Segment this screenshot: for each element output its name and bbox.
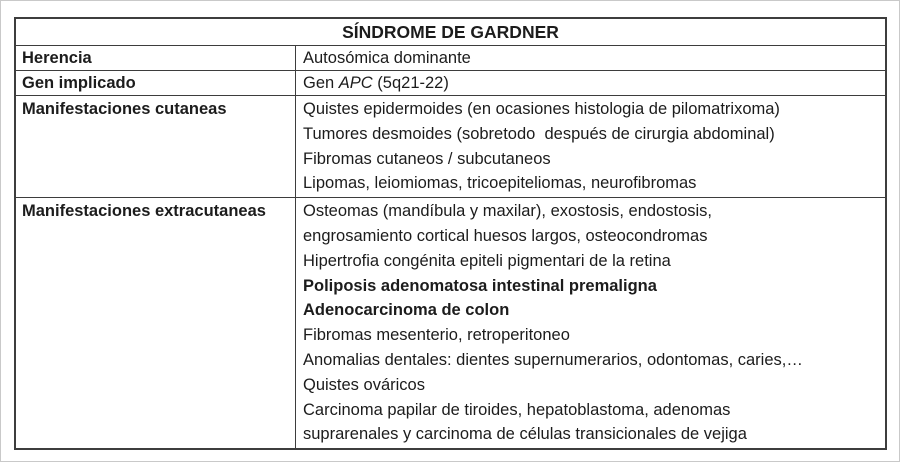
table-title: SÍNDROME DE GARDNER xyxy=(342,22,559,42)
cell-line: Fibromas cutaneos / subcutaneos xyxy=(303,149,551,168)
table-row-herencia xyxy=(16,45,885,70)
cell-line xyxy=(303,72,878,94)
table-row-manifestaciones-cutaneas xyxy=(16,95,885,197)
cell-line: Anomalias dentales: dientes supernumerarios, odontomas, caries,… xyxy=(303,350,803,369)
gene-line-suffix: (5q21-22) xyxy=(372,74,449,92)
cell-line-bold: Adenocarcinoma de colon xyxy=(303,301,510,320)
cell-line: Carcinoma papilar de tiroides, hepatoblastoma, adenomas xyxy=(303,400,731,419)
gene-line-prefix: Gen xyxy=(303,74,339,92)
row-label-text: Herencia xyxy=(22,49,92,67)
gardner-syndrome-table xyxy=(14,17,887,450)
row-value-herencia xyxy=(296,46,885,70)
cell-line: Fibromas mesenterio, retroperitoneo xyxy=(303,326,570,345)
cell-line: Osteomas (mandíbula y maxilar), exostosis, endostosis, xyxy=(303,202,712,221)
table-row-gen-implicado xyxy=(16,70,885,95)
cell-line: Autosómica dominante xyxy=(303,49,471,67)
row-label-text: Manifestaciones cutaneas xyxy=(22,100,227,118)
cell-line: Quistes ováricos xyxy=(303,375,425,394)
row-value-gen-implicado xyxy=(296,71,885,95)
row-label-manifestaciones-extracutaneas xyxy=(16,198,296,448)
table-title-row xyxy=(16,19,885,45)
cell-line-bold: Poliposis adenomatosa intestinal premaligna xyxy=(303,276,657,295)
row-label-text: Gen implicado xyxy=(22,74,136,92)
cell-line: Hipertrofia congénita epiteli pigmentari de la retina xyxy=(303,251,671,270)
row-label-gen-implicado xyxy=(16,71,296,95)
row-label-herencia xyxy=(16,46,296,70)
row-value-manifestaciones-extracutaneas xyxy=(296,198,885,448)
cell-line: suprarenales y carcinoma de células transicionales de vejiga xyxy=(303,425,747,444)
row-label-text: Manifestaciones extracutaneas xyxy=(22,202,266,221)
cell-line: Quistes epidermoides (en ocasiones histologia de pilomatrixoma) xyxy=(303,100,780,118)
row-value-manifestaciones-cutaneas xyxy=(296,96,885,197)
cell-line: engrosamiento cortical huesos largos, osteocondromas xyxy=(303,226,708,245)
row-label-manifestaciones-cutaneas xyxy=(16,96,296,197)
table-row-manifestaciones-extracutaneas xyxy=(16,197,885,448)
gene-name: APC xyxy=(338,74,373,92)
cell-line: Lipomas, leiomiomas, tricoepiteliomas, neurofibromas xyxy=(303,174,697,193)
cell-line: Tumores desmoides (sobretodo después de cirurgia abdominal) xyxy=(303,124,775,143)
